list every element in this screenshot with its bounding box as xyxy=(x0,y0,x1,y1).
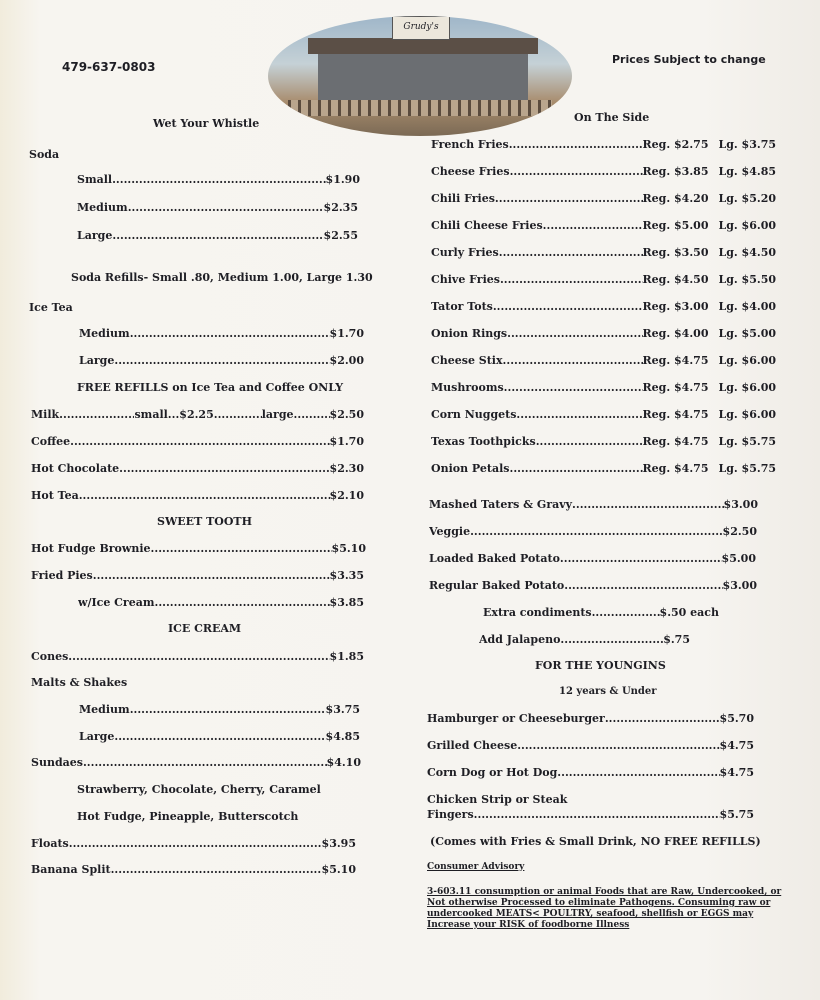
reg-price: Reg. $3.85 xyxy=(642,165,709,178)
reg-price: Reg. $4.75 xyxy=(642,381,709,394)
item-label: Milk xyxy=(31,408,60,421)
item-label: French Fries xyxy=(431,138,509,151)
menu-item-hot-chocolate xyxy=(31,462,364,475)
item-price: $3.75 xyxy=(325,703,360,716)
item-price: $3.35 xyxy=(329,569,364,582)
menu-item-side xyxy=(431,246,776,259)
menu-item-ice-tea-large xyxy=(79,354,364,367)
reg-price: Reg. $4.20 xyxy=(642,192,709,205)
item-price: $2.00 xyxy=(329,354,364,367)
item-price: $1.90 xyxy=(325,173,360,186)
item-label: Fried Pies xyxy=(31,569,93,582)
item-label: Chive Fries xyxy=(431,273,500,286)
item-price: $5.10 xyxy=(321,863,356,876)
reg-price: Reg. $4.75 xyxy=(642,435,709,448)
milk-small-price: small...$2.25 xyxy=(134,408,214,421)
item-label: Large xyxy=(79,730,115,743)
item-price: $1.85 xyxy=(329,650,364,663)
menu-item-side xyxy=(431,273,776,286)
item-price: $2.50 xyxy=(329,408,364,421)
menu-item-hot-fudge-brownie xyxy=(31,542,366,555)
restaurant-photo xyxy=(268,16,572,136)
menu-item-ice-tea-medium xyxy=(79,327,364,340)
soda-refills: Soda Refills- Small .80, Medium 1.00, Large 1.30 xyxy=(71,271,373,284)
menu-item-grilled-cheese xyxy=(427,739,754,752)
lg-price: Lg. $6.00 xyxy=(718,219,776,232)
sides-heading: On The Side xyxy=(574,111,650,124)
item-label: Chili Fries xyxy=(431,192,495,205)
menu-item-side xyxy=(431,192,776,205)
item-price: $4.75 xyxy=(719,739,754,752)
kids-subheading: 12 years & Under xyxy=(559,686,657,697)
menu-item-malts-large xyxy=(79,730,360,743)
item-label: Large xyxy=(79,354,115,367)
lg-price: Lg. $6.00 xyxy=(718,354,776,367)
item-price: $.75 xyxy=(663,633,690,646)
item-label: Hamburger or Cheeseburger xyxy=(427,712,605,725)
item-label: Grilled Cheese xyxy=(427,739,518,752)
menu-item-add-jalapeno xyxy=(479,633,690,646)
ice-tea-label: Ice Tea xyxy=(29,301,73,314)
menu-item-corn-dog xyxy=(427,766,754,779)
lg-price: Lg. $5.00 xyxy=(718,327,776,340)
advisory-text: 3-603.11 consumption or animal Foods that are Raw, Undercooked, or Not otherwise Processed to eliminate Pathogens. Consuming raw or undercooked MEATS< POULTRY, seafood, shellfish or EGGS may Increase your RISK of foodborne Illness xyxy=(427,887,782,930)
item-label: Corn Nuggets xyxy=(431,408,517,421)
menu-item-coffee xyxy=(31,435,364,448)
item-price: $5.70 xyxy=(719,712,754,725)
item-price: $3.00 xyxy=(722,579,757,592)
reg-price: Reg. $4.50 xyxy=(642,273,709,286)
lg-price: Lg. $5.75 xyxy=(718,462,776,475)
photo-roof xyxy=(308,38,538,54)
item-label: Mushrooms xyxy=(431,381,504,394)
item-label: Onion Rings xyxy=(431,327,508,340)
phone-number: 479-637-0803 xyxy=(62,60,156,74)
item-price: $.50 each xyxy=(659,606,719,619)
reg-price: Reg. $3.50 xyxy=(642,246,709,259)
menu-item-hamburger xyxy=(427,712,754,725)
item-label: Chili Cheese Fries xyxy=(431,219,543,232)
reg-price: Reg. $4.75 xyxy=(642,408,709,421)
reg-price: Reg. $4.75 xyxy=(642,354,709,367)
item-price: $4.85 xyxy=(325,730,360,743)
menu-item-soda-small xyxy=(77,173,360,186)
item-label: Loaded Baked Potato xyxy=(429,552,560,565)
item-price: $5.75 xyxy=(719,808,754,821)
kids-heading: FOR THE YOUNGINS xyxy=(535,659,666,672)
drinks-heading: Wet Your Whistle xyxy=(153,117,260,130)
item-label: w/Ice Cream xyxy=(78,596,155,609)
item-label: Floats xyxy=(31,837,69,850)
photo-deck-railing xyxy=(288,100,552,116)
reg-price: Reg. $2.75 xyxy=(642,138,709,151)
menu-item-hot-tea xyxy=(31,489,364,502)
ice-cream-heading: ICE CREAM xyxy=(168,622,242,635)
item-label: Onion Petals xyxy=(431,462,510,475)
menu-item-loaded-baked-potato xyxy=(429,552,756,565)
item-price: $1.70 xyxy=(329,327,364,340)
item-label: Curly Fries xyxy=(431,246,499,259)
menu-item-floats xyxy=(31,837,356,850)
menu-item-extra-condiments xyxy=(483,606,719,619)
lg-price: Lg. $4.00 xyxy=(718,300,776,313)
reg-price: Reg. $5.00 xyxy=(642,219,709,232)
free-refills-note: FREE REFILLS on Ice Tea and Coffee ONLY xyxy=(77,381,344,394)
item-price: $2.35 xyxy=(323,201,358,214)
item-label: Fingers xyxy=(427,808,474,821)
lg-price: Lg. $5.50 xyxy=(718,273,776,286)
menu-item-side xyxy=(431,408,776,421)
item-price: $3.85 xyxy=(329,596,364,609)
item-label: Mashed Taters & Gravy xyxy=(429,498,573,511)
photo-sign: Grudy's xyxy=(392,16,450,40)
reg-price: Reg. $3.00 xyxy=(642,300,709,313)
menu-item-side xyxy=(431,219,776,232)
item-label: Regular Baked Potato xyxy=(429,579,565,592)
lg-price: Lg. $6.00 xyxy=(718,381,776,394)
menu-item-side xyxy=(431,462,776,475)
menu-item-soda-medium xyxy=(77,201,358,214)
item-label: Hot Fudge Brownie xyxy=(31,542,151,555)
item-price: $5.10 xyxy=(331,542,366,555)
menu-item-side xyxy=(431,300,776,313)
menu-item-side xyxy=(431,381,776,394)
advisory-heading: Consumer Advisory xyxy=(427,862,525,872)
item-label: Cones xyxy=(31,650,69,663)
item-label: Hot Tea xyxy=(31,489,79,502)
lg-price: Lg. $6.00 xyxy=(718,408,776,421)
sundae-flavors-1: Strawberry, Chocolate, Cherry, Caramel xyxy=(77,783,321,796)
item-price: $2.55 xyxy=(323,229,358,242)
menu-item-soda-large xyxy=(77,229,358,242)
menu-item-side xyxy=(431,327,776,340)
menu-item-side xyxy=(431,138,776,151)
item-price: $5.00 xyxy=(721,552,756,565)
menu-item-sundaes xyxy=(31,756,361,769)
lg-price: Lg. $5.75 xyxy=(718,435,776,448)
sweet-tooth-heading: SWEET TOOTH xyxy=(157,515,253,528)
item-label: Sundaes xyxy=(31,756,83,769)
photo-building xyxy=(318,54,528,100)
menu-item-mashed-taters xyxy=(429,498,758,511)
item-price: $2.30 xyxy=(329,462,364,475)
item-label: Veggie xyxy=(429,525,471,538)
milk-large-label: large xyxy=(261,408,294,421)
menu-item-fried-pies-ice-cream xyxy=(78,596,364,609)
menu-item-side xyxy=(431,165,776,178)
item-price: $3.00 xyxy=(723,498,758,511)
item-label: Cheese Stix xyxy=(431,354,503,367)
item-label: Corn Dog or Hot Dog xyxy=(427,766,558,779)
malts-label: Malts & Shakes xyxy=(31,676,128,689)
item-label: Medium xyxy=(79,327,130,340)
item-label: Cheese Fries xyxy=(431,165,510,178)
menu-item-veggie xyxy=(429,525,757,538)
kids-note: (Comes with Fries & Small Drink, NO FREE REFILLS) xyxy=(430,835,761,848)
chicken-strip-label: Chicken Strip or Steak xyxy=(427,793,568,806)
menu-item-regular-baked-potato xyxy=(429,579,757,592)
item-price: $3.95 xyxy=(321,837,356,850)
item-price: $4.10 xyxy=(326,756,361,769)
item-price: $2.50 xyxy=(722,525,757,538)
menu-item-cones xyxy=(31,650,364,663)
item-label: Banana Split xyxy=(31,863,111,876)
menu-item-chicken-fingers xyxy=(427,808,754,821)
item-label: Texas Toothpicks xyxy=(431,435,536,448)
lg-price: Lg. $5.20 xyxy=(718,192,776,205)
menu-item-side xyxy=(431,354,776,367)
item-label: Add Jalapeno xyxy=(479,633,561,646)
item-label: Small xyxy=(77,173,113,186)
reg-price: Reg. $4.00 xyxy=(642,327,709,340)
item-price: $2.10 xyxy=(329,489,364,502)
item-label: Large xyxy=(77,229,113,242)
price-notice: Prices Subject to change xyxy=(612,53,766,66)
item-label: Hot Chocolate xyxy=(31,462,120,475)
menu-item-banana-split xyxy=(31,863,356,876)
item-label: Medium xyxy=(79,703,130,716)
sundae-flavors-2: Hot Fudge, Pineapple, Butterscotch xyxy=(77,810,299,823)
menu-item-side xyxy=(431,435,776,448)
lg-price: Lg. $3.75 xyxy=(718,138,776,151)
item-label: Coffee xyxy=(31,435,71,448)
soda-label: Soda xyxy=(29,148,60,161)
reg-price: Reg. $4.75 xyxy=(642,462,709,475)
item-label: Extra condiments xyxy=(483,606,592,619)
item-label: Tator Tots xyxy=(431,300,493,313)
lg-price: Lg. $4.85 xyxy=(718,165,776,178)
lg-price: Lg. $4.50 xyxy=(718,246,776,259)
menu-item-fried-pies xyxy=(31,569,364,582)
menu-item-malts-medium xyxy=(79,703,360,716)
item-price: $1.70 xyxy=(329,435,364,448)
item-label: Medium xyxy=(77,201,128,214)
menu-item-milk xyxy=(31,408,364,421)
item-price: $4.75 xyxy=(719,766,754,779)
